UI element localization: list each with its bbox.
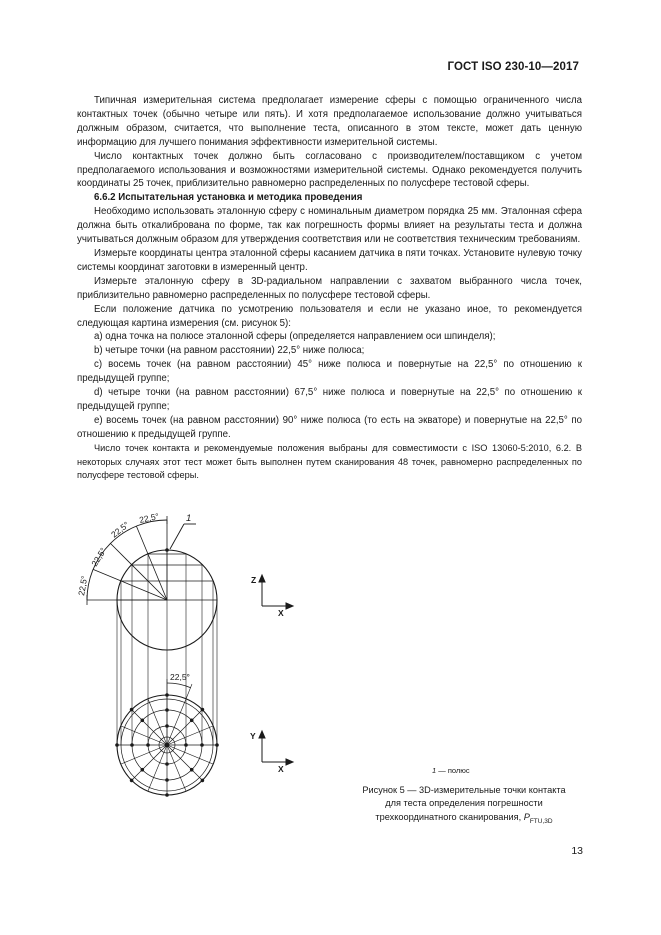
document-code: ГОСТ ISO 230-10—2017: [447, 61, 579, 73]
figure-legend: 1 — полюс: [432, 766, 470, 775]
section-heading: 6.6.2 Испытательная установка и методика проведения: [94, 192, 363, 204]
axis-label-x: X: [278, 608, 284, 618]
paragraph: Число контактных точек должно быть согласовано с производителем/поставщиком с учетом предполагаемого использования и возможностями измерительной системы. Однако рекомендуется получить координаты 25 точек, приблизительно равномерно распределенных по полусфере тестовой сферы.: [77, 150, 582, 190]
paragraph: Измерьте координаты центра эталонной сферы касанием датчика в пяти точках. Установите нулевую точку системы координат заготовки в измеренный центр.: [77, 247, 582, 273]
pole-callout: 1: [186, 513, 192, 524]
list-item: d) четыре точки (на равном расстоянии) 67,5° ниже полюса и повернутые на 22,5° по отношению к предыдущей группе;: [77, 387, 582, 412]
figure-5-drawing: [60, 505, 320, 805]
note-paragraph: Число точек контакта и рекомендуемые положения выбраны для совместимости с ISO 13060-5:2010, 6.2. В некоторых случаях этот тест может быть выполнен путем сканирования 48 точек, равномерно распределенных по полусфере тестовой сферы.: [77, 442, 582, 481]
axes-zx: [259, 575, 293, 609]
list-item: a) одна точка на полюсе эталонной сферы (определяется направлением оси шпинделя);: [94, 331, 496, 343]
axis-label-z: Z: [251, 575, 257, 585]
paragraph: Типичная измерительная система предполагает измерение сферы с помощью ограниченного числа контактных точек (обычно четыре или пять). И хотя предполагаемое использование должно учитываться должным образом, считается, что выполнение теста, описанного в этом тексте, может дать ценную информацию для лучшего понимания эффективности измерительной системы.: [77, 95, 582, 148]
axes-yx: [259, 731, 293, 765]
paragraph: Измерьте эталонную сферу в 3D-радиальном направлении с захватом выбранного числа точек, приблизительно равномерно распределенных по полусфере тестовой сферы.: [77, 275, 582, 301]
list-item: b) четыре точки (на равном расстоянии) 22,5° ниже полюса;: [94, 345, 365, 357]
angle-label: 22,5°: [76, 574, 90, 597]
paragraph: Если положение датчика по усмотрению пользователя и если не указано иное, то рекомендуется следующая картина измерения (см. рисунок 5):: [77, 303, 582, 329]
angle-label: 22,5°: [89, 545, 109, 569]
paragraph: Необходимо использовать эталонную сферу с номинальным диаметром порядка 25 мм. Эталонная сфера должна быть откалибрована по форме, так как погрешность формы влияет на результаты теста и должна учитываться должным образом для утверждения соответствия или не соответствия техническим требованиям.: [77, 206, 582, 246]
list-item: c) восемь точек (на равном расстоянии) 45° ниже полюса и повернутые на 22,5° по отношению к предыдущей группе;: [77, 359, 582, 385]
figure-caption: Рисунок 5 — 3D-измерительные точки контакта для теста определения погрешности трехкоординатного сканирования, $P_{FTU,3D}$: [362, 785, 566, 825]
angle-label: 22,5°: [109, 519, 131, 540]
angle-label: 22,5°: [138, 511, 160, 525]
page-number: 13: [571, 845, 583, 857]
angle-label: 22,5°: [170, 672, 190, 682]
axis-label-y: Y: [250, 731, 256, 741]
axis-label-x: X: [278, 764, 284, 774]
list-item: e) восемь точек (на равном расстоянии) 90° ниже полюса (то есть на экваторе) и повернутые на 22,5° по отношению к предыдущей группе.: [77, 414, 582, 440]
body-text: [77, 94, 582, 483]
